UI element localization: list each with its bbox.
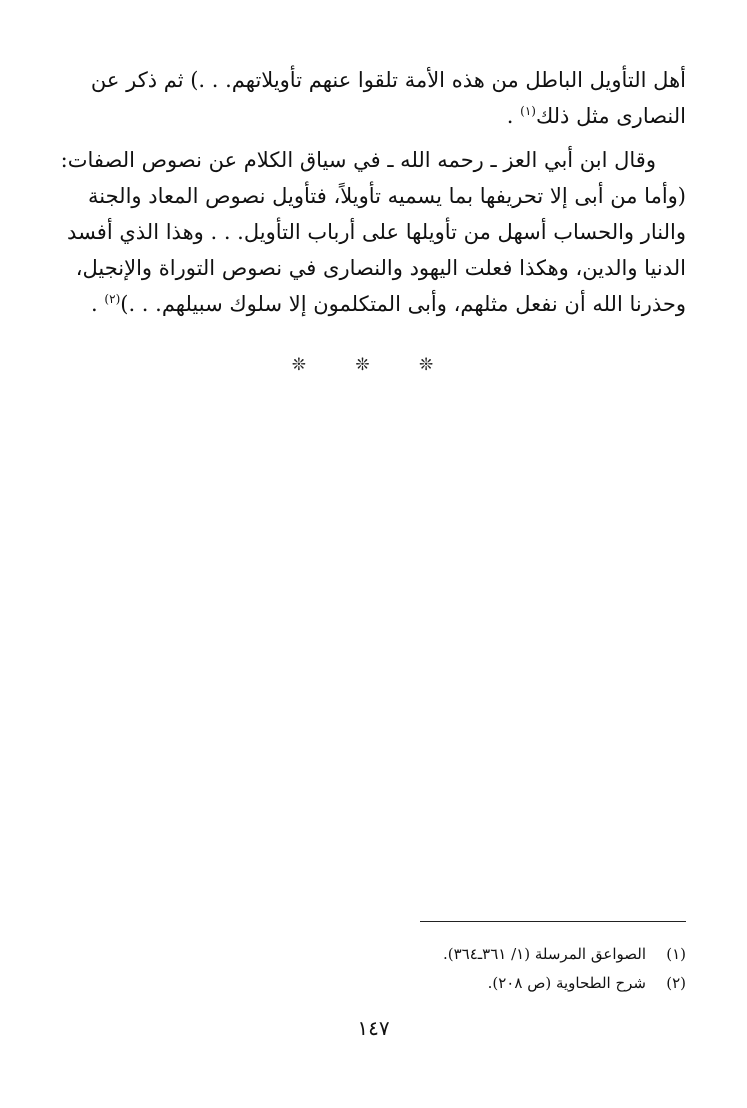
- footnote-text: شرح الطحاوية (ص ٢٠٨).: [487, 974, 646, 992]
- footnote-number: (٢): [666, 974, 686, 992]
- page-number: ١٤٧: [357, 1016, 390, 1040]
- section-separator: ❊ ❊ ❊: [291, 355, 456, 375]
- footnote-1: [300, 940, 686, 969]
- text-line: وقال ابن أبي العز ـ رحمه الله ـ في سياق الكلام عن نصوص الصفات:: [60, 148, 656, 172]
- paragraph-2: [60, 142, 686, 322]
- text-line-content: وحذرنا الله أن نفعل مثلهم، وأبى المتكلمون إلا سلوك سبيلهم. . .): [120, 292, 686, 316]
- footnotes: [300, 940, 686, 998]
- text-line: الدنيا والدين، وهكذا فعلت اليهود والنصارى في نصوص التوراة والإنجيل،: [75, 256, 686, 280]
- footnote-ref-1[interactable]: (١): [520, 104, 536, 118]
- text-line: (وأما من أبى إلا تحريفها بما يسميه تأويلاً، فتأويل نصوص المعاد والجنة: [88, 184, 686, 208]
- footnote-divider: [420, 921, 686, 922]
- text-line: [88, 98, 686, 134]
- text-line: [88, 286, 686, 322]
- period: .: [91, 292, 98, 316]
- paragraph-1: [88, 62, 686, 134]
- footnote-number: (١): [666, 945, 686, 963]
- text-line: أهل التأويل الباطل من هذه الأمة تلقوا عنهم تأويلاتهم. . .) ثم ذكر عن: [90, 68, 686, 92]
- text-line: والنار والحساب أسهل من تأويلها على أرباب التأويل. . . وهذا الذي أفسد: [67, 220, 686, 244]
- footnote-text: الصواعق المرسلة (١/ ٣٦١ـ٣٦٤).: [442, 945, 646, 963]
- period: .: [506, 104, 514, 128]
- text-line-content: النصارى مثل ذلك: [535, 104, 686, 128]
- footnote-ref-2[interactable]: (٢): [104, 292, 121, 306]
- footnote-2: [300, 969, 686, 998]
